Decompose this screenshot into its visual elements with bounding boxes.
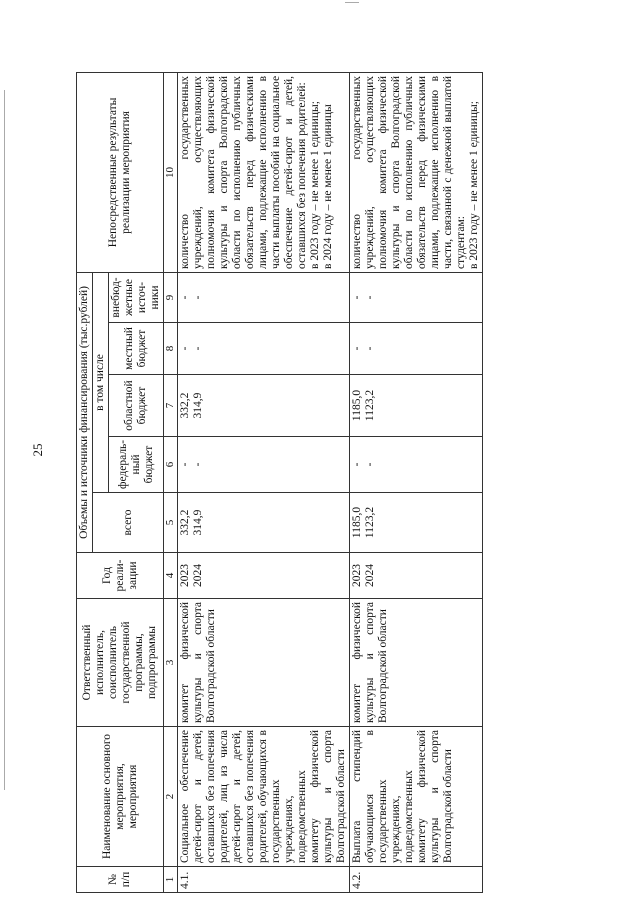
- col-number: 8: [164, 323, 178, 375]
- row-local: - -: [178, 323, 350, 375]
- row-no: 4.1.: [178, 867, 350, 893]
- header-regional: областной бюджет: [109, 375, 164, 437]
- header-extra: внебюд-жетные источ-ники: [109, 272, 164, 322]
- header-local: местный бюджет: [109, 323, 164, 375]
- table-row: [350, 72, 483, 892]
- row-total: 1185,0 1123,2: [350, 493, 483, 553]
- row-results: [178, 72, 350, 272]
- row-name: Выплата стипендий обучающимся в государственных учреждениях, подведомственных комитету физической культуры и спорта Волгоградской области: [350, 727, 483, 867]
- row-local: - -: [350, 323, 483, 375]
- header-name: Наименование основного мероприятия, мероприятия: [77, 727, 164, 867]
- col-number: 9: [164, 272, 178, 322]
- row-no: 4.2.: [350, 867, 483, 893]
- header-total: всего: [93, 493, 164, 553]
- row-federal: - -: [178, 437, 350, 493]
- header-results: Непосредственные результаты реализации мероприятия: [77, 72, 164, 272]
- row-regional: 1185,0 1123,2: [350, 375, 483, 437]
- col-number: 10: [164, 72, 178, 272]
- col-number: 3: [164, 599, 178, 727]
- rotated-table-container: [76, 73, 616, 893]
- col-number: 2: [164, 727, 178, 867]
- row-years: 2023 2024: [178, 553, 350, 599]
- row-years: 2023 2024: [350, 553, 483, 599]
- row-regional: 332,2 314,9: [178, 375, 350, 437]
- header-executor: Ответственный исполнитель, соисполнитель государственной программы, подпрограммы: [77, 599, 164, 727]
- funding-table: [76, 72, 483, 893]
- header-year: Год реали-зации: [77, 553, 164, 599]
- row-executor: комитет физической культуры и спорта Волгоградской области: [178, 599, 350, 727]
- row-name: Социальное обеспечение детей-сирот и детей, оставшихся без попечения родителей, лиц из числа детей-сирот и детей, оставшихся без попечения родителей, обучающихся в государственных учреждениях, подведомственных комитету физической культуры и спорта Волгоградской области: [178, 727, 350, 867]
- header-no: № п/п: [77, 867, 164, 893]
- row-results: [350, 72, 483, 272]
- result-line: количество государственных учреждений, осуществляющих полномочия комитета физической культуры и спорта Волгоградской области по исполнению публичных обязательств перед физическими лицами, подлежащие исполнению в части, связанной с денежной выплатой студентам:: [351, 75, 467, 269]
- row-federal: - -: [350, 437, 483, 493]
- row-extra: - -: [178, 272, 350, 322]
- col-number: 1: [164, 867, 178, 893]
- col-number: 6: [164, 437, 178, 493]
- scan-margin-mark: [4, 90, 5, 790]
- header-federal: федераль-ный бюджет: [109, 437, 164, 493]
- row-extra: - -: [350, 272, 483, 322]
- col-number: 7: [164, 375, 178, 437]
- result-line: в 2023 году – не менее 1 единицы;: [309, 101, 321, 269]
- header-funding: Объемы и источники финансирования (тыс.рублей): [77, 272, 93, 552]
- header-including: в том числе: [93, 272, 109, 492]
- col-number: 5: [164, 493, 178, 553]
- result-line: в 2024 году – не менее 1 единицы: [322, 104, 334, 269]
- result-line: количество государственных учреждений, осуществляющих полномочия комитета физической культуры и спорта Волгоградской области по исполнению публичных обязательств перед физическими лицами, подлежащие исполнению в части выплаты пособий на социальное обеспечение детей-сирот и детей, оставшихся без попечения родителей:: [179, 75, 308, 269]
- result-line: в 2023 году – не менее 1 единицы;: [468, 101, 480, 269]
- row-total: 332,2 314,9: [178, 493, 350, 553]
- page-number: 25: [30, 443, 45, 457]
- row-executor: комитет физической культуры и спорта Волгоградской области: [350, 599, 483, 727]
- col-number: 4: [164, 553, 178, 599]
- table-row: [178, 72, 350, 892]
- scan-margin-mark: [345, 2, 359, 3]
